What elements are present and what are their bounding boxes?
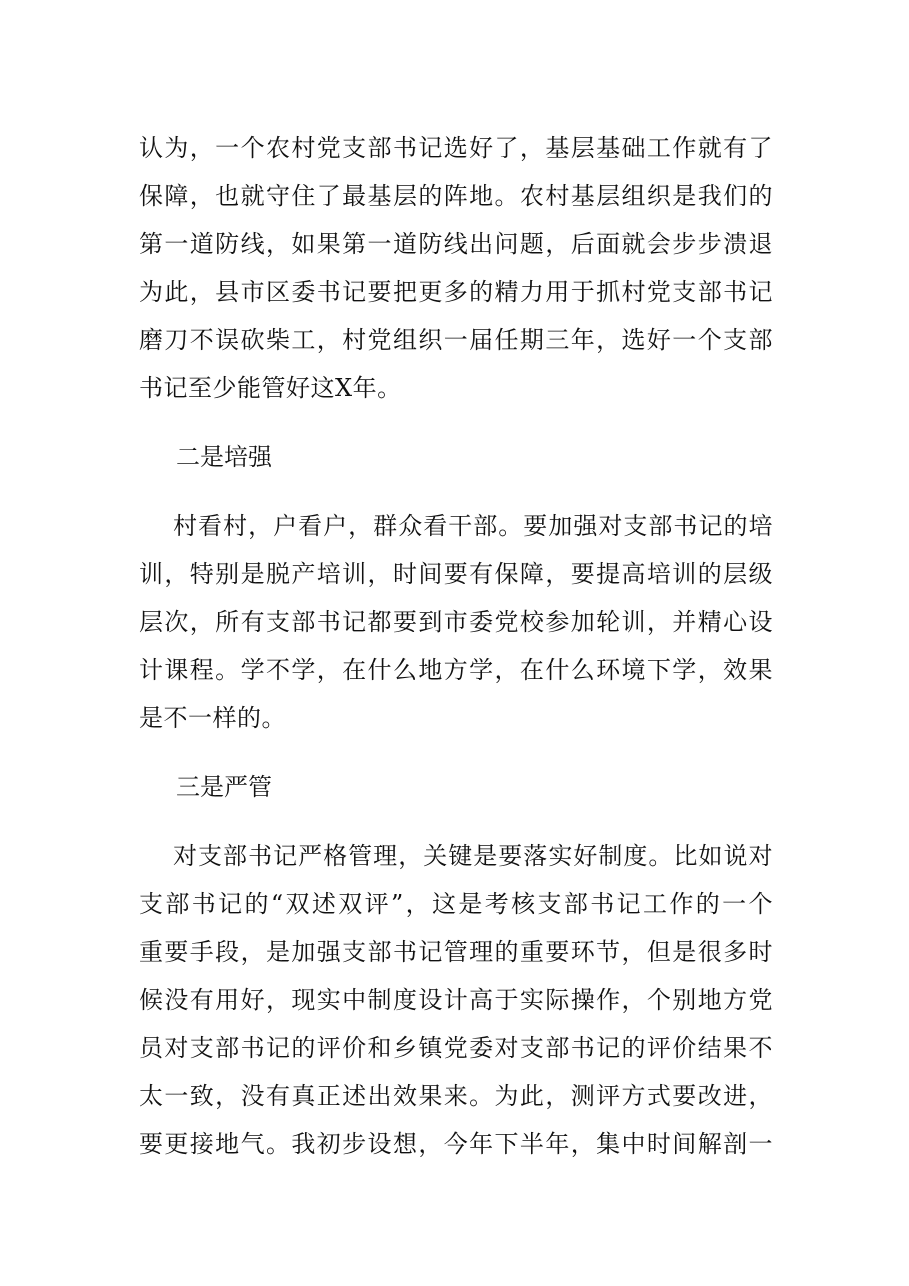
text-line: 太一致，没有真正述出效果来。为此，测评方式要改进， [139, 1082, 773, 1110]
text-line: 训，特别是脱产培训，时间要有保障，要提高培训的层级 [139, 560, 773, 588]
paragraph-spacer [139, 481, 773, 502]
paragraph-spacer [139, 412, 773, 433]
text-line: 保障，也就守住了最基层的阵地。农村基层组织是我们的 [139, 182, 773, 210]
text-line: 支部书记的“双述双评”，这是考核支部书记工作的一个 [139, 890, 773, 918]
text-line: 磨刀不误砍柴工，村党组织一届任期三年，选好一个支部 [139, 326, 773, 354]
section-heading-3: 三是严管 [176, 773, 272, 801]
text-line: 村看村，户看户，群众看干部。要加强对支部书记的培 [173, 512, 773, 540]
paragraph-2 [139, 502, 773, 742]
text-line: 第一道防线，如果第一道防线出问题，后面就会步步溃退 [139, 230, 773, 258]
paragraph-1 [139, 124, 773, 412]
text-line: 员对支部书记的评价和乡镇党委对支部书记的评价结果不 [139, 1034, 773, 1062]
text-line: 候没有用好，现实中制度设计高于实际操作，个别地方党 [139, 986, 773, 1014]
text-line: 是不一样的。 [139, 704, 286, 732]
text-line: 对支部书记严格管理，关键是要落实好制度。比如说对 [173, 842, 773, 870]
paragraph-spacer [139, 811, 773, 832]
section-heading-2: 二是培强 [176, 443, 272, 471]
text-line: 要更接地气。我初步设想，今年下半年，集中时间解剖一 [139, 1130, 773, 1158]
text-line: 认为，一个农村党支部书记选好了，基层基础工作就有了 [139, 134, 773, 162]
document-body [139, 124, 773, 1168]
text-line: 为此，县市区委书记要把更多的精力用于抓村党支部书记 [139, 278, 773, 306]
paragraph-3 [139, 832, 773, 1168]
text-line: 计课程。学不学，在什么地方学，在什么环境下学，效果 [139, 656, 773, 684]
text-line: 书记至少能管好这X年。 [139, 374, 402, 402]
text-line: 重要手段，是加强支部书记管理的重要环节，但是很多时 [139, 938, 773, 966]
text-line: 层次，所有支部书记都要到市委党校参加轮训，并精心设 [139, 608, 773, 636]
paragraph-spacer [139, 742, 773, 763]
